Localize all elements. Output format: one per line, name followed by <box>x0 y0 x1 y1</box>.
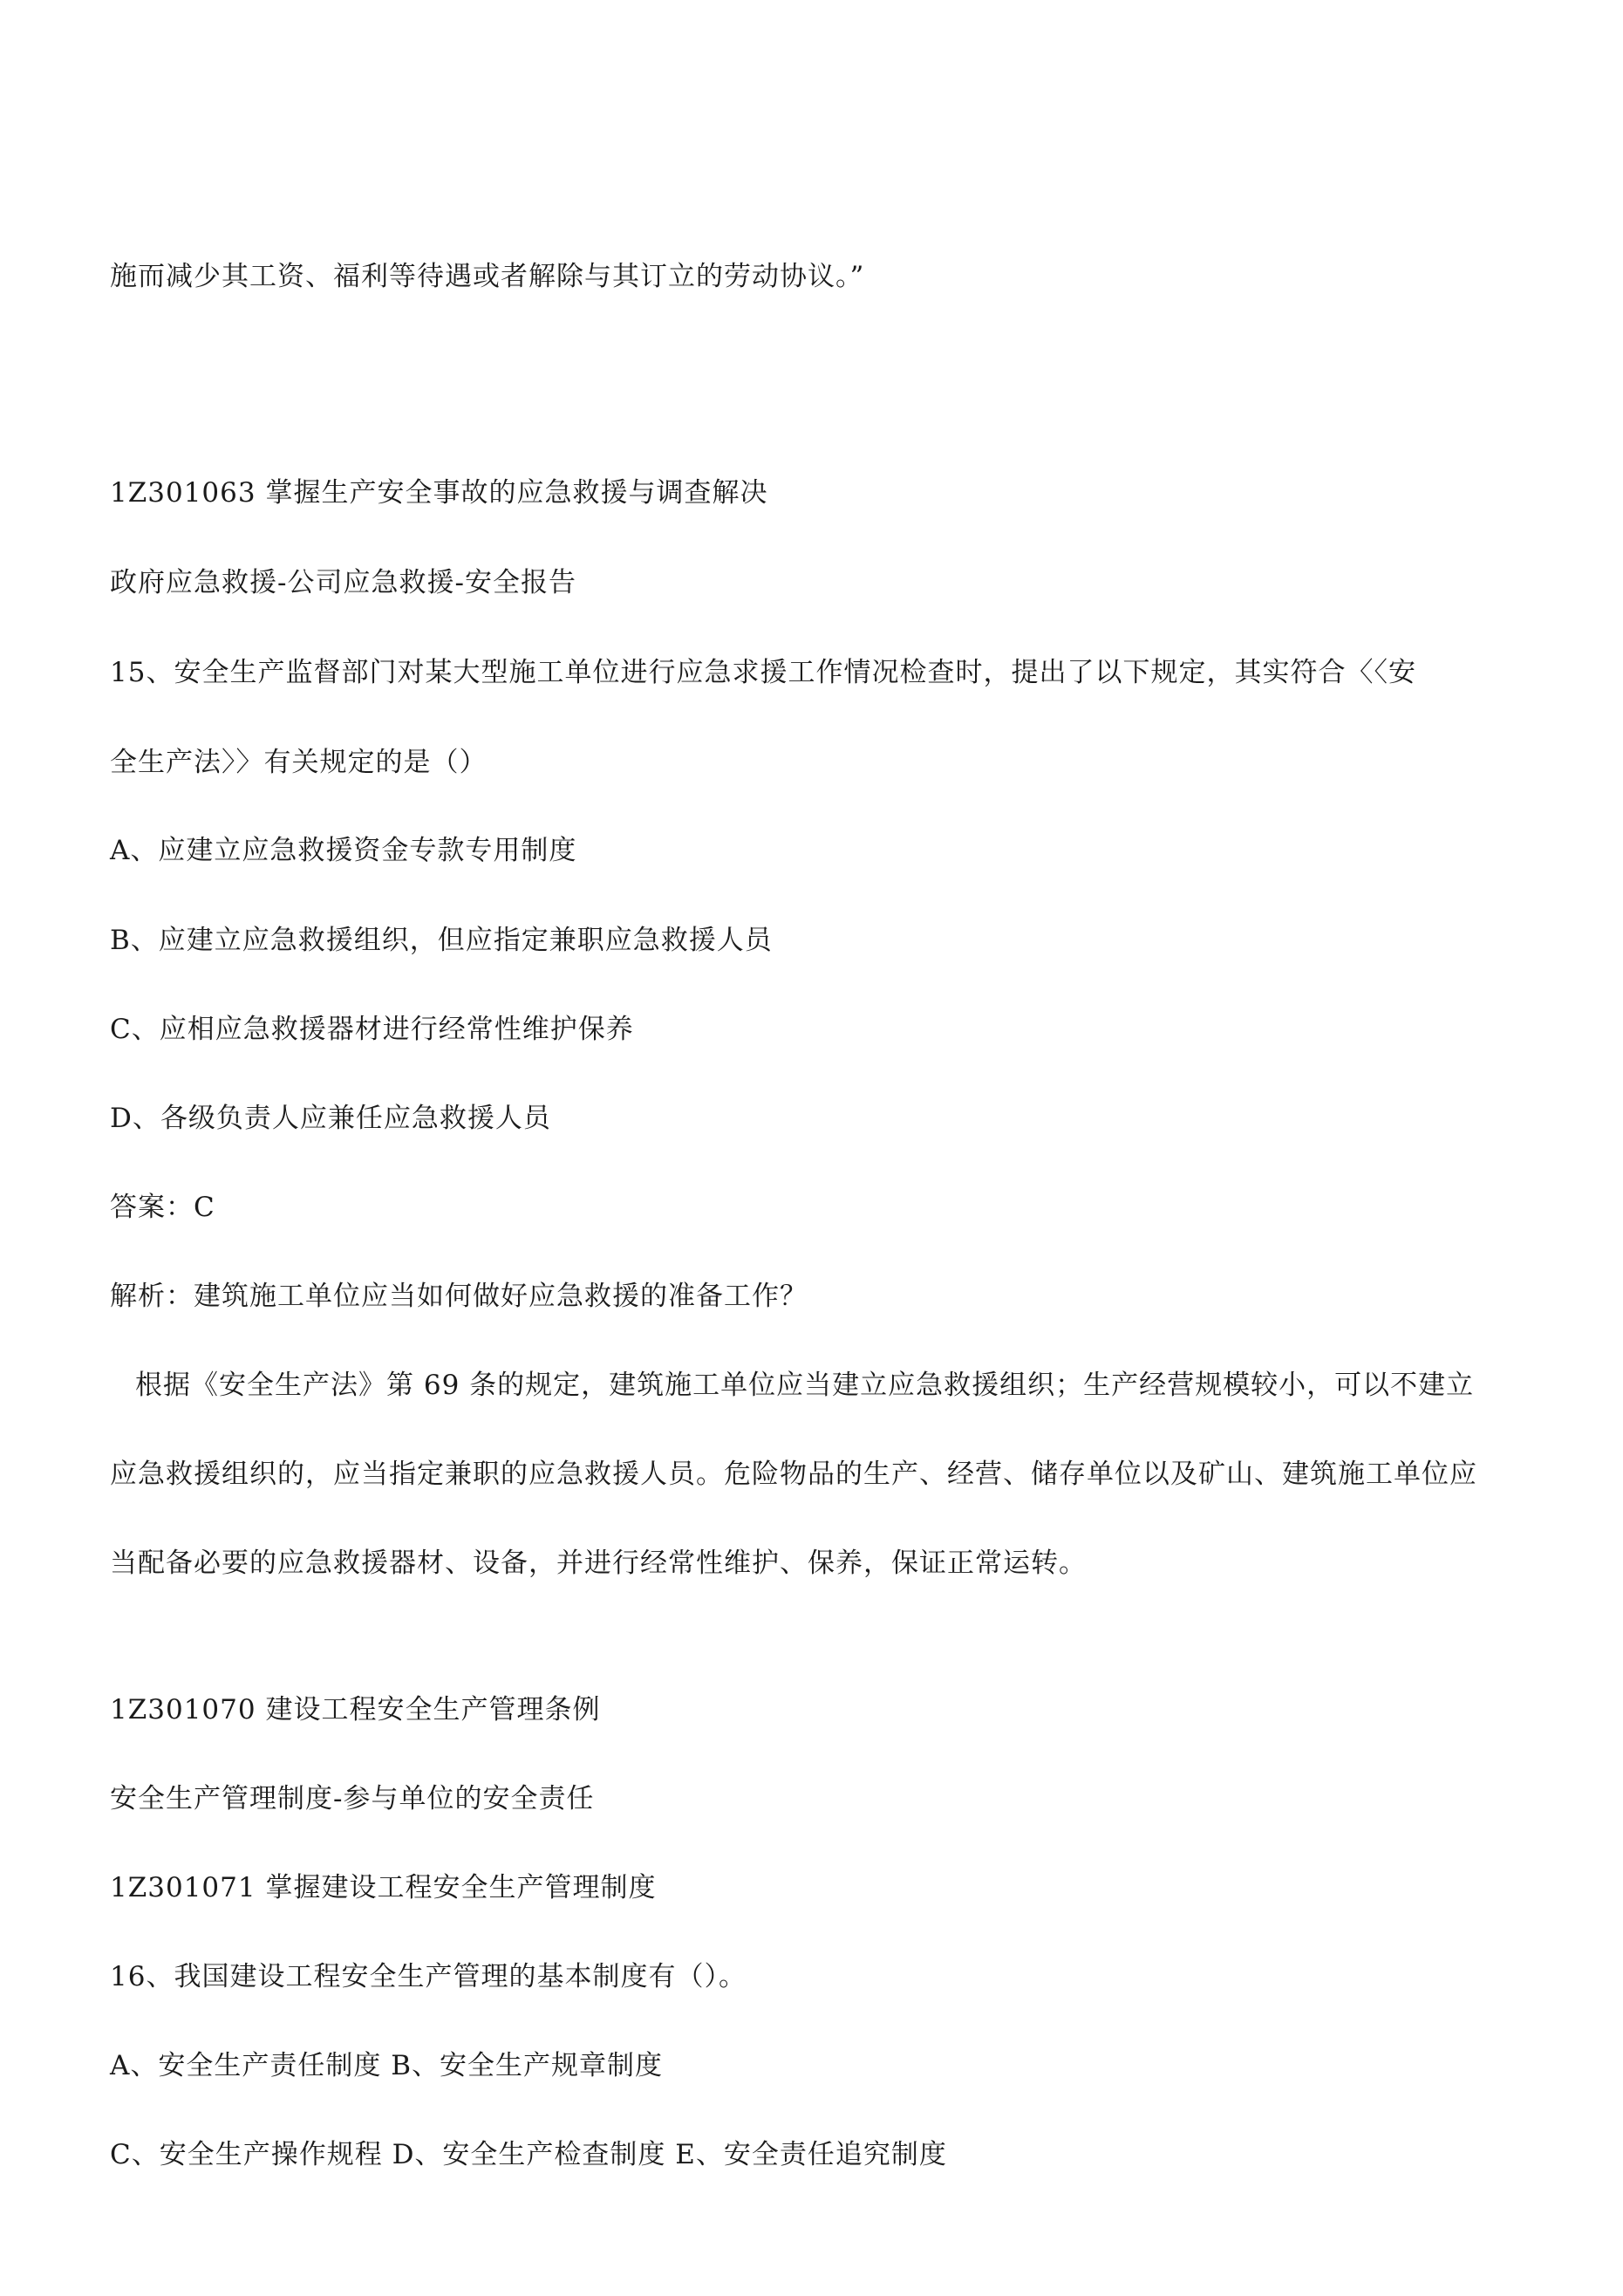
question-15-analysis-title: 解析：建筑施工单位应当如何做好应急救援的准备工作？ <box>110 1281 808 1312</box>
question-15-option-b: B、应建立应急救援组织，但应指定兼职应急救援人员 <box>110 925 773 956</box>
question-15-option-a: A、应建立应急救援资金专款专用制度 <box>110 835 577 866</box>
question-15-analysis-line1: 根据《安全生产法》第 69 条的规定，建筑施工单位应当建立应急救援组织；生产经营规模较小，可以不建立 <box>135 1370 1475 1401</box>
section-heading-1z301070: 1Z301070 建设工程安全生产管理条例 <box>110 1694 601 1725</box>
question-15-stem-line1: 15、安全生产监督部门对某大型施工单位进行应急求援工作情况检查时，提出了以下规定，其实符合〈〈安 <box>110 657 1416 688</box>
section-subheading: 政府应急救援-公司应急救援-安全报告 <box>110 567 576 598</box>
question-15-option-d: D、各级负责人应兼任应急救援人员 <box>110 1103 551 1134</box>
question-15-analysis-line3: 当配备必要的应急救援器材、设备，并进行经常性维护、保养，保证正常运转。 <box>110 1548 1087 1579</box>
subsection-heading-1z301071: 1Z301071 掌握建设工程安全生产管理制度 <box>110 1872 657 1903</box>
question-15-answer: 答案：C <box>110 1192 215 1223</box>
question-15-stem-line2: 全生产法〉〉有关规定的是（） <box>110 747 488 778</box>
question-15-option-c: C、应相应急救援器材进行经常性维护保养 <box>110 1014 634 1045</box>
section-subheading-responsibility: 安全生产管理制度-参与单位的安全责任 <box>110 1783 595 1814</box>
question-16-options-line2: C、安全生产操作规程 D、安全生产检查制度 E、安全责任追究制度 <box>110 2139 947 2170</box>
question-16-options-line1: A、安全生产责任制度 B、安全生产规章制度 <box>110 2050 664 2081</box>
question-16-stem: 16、我国建设工程安全生产管理的基本制度有（）。 <box>110 1961 747 1992</box>
question-15-analysis-line2: 应急救援组织的，应当指定兼职的应急救援人员。危险物品的生产、经营、储存单位以及矿山、建筑施工单位应 <box>110 1459 1477 1490</box>
section-heading-1z301063: 1Z301063 掌握生产安全事故的应急救援与调查解决 <box>110 477 768 509</box>
intro-continuation: 施而减少其工资、福利等待遇或者解除与其订立的劳动协议。” <box>110 261 865 292</box>
